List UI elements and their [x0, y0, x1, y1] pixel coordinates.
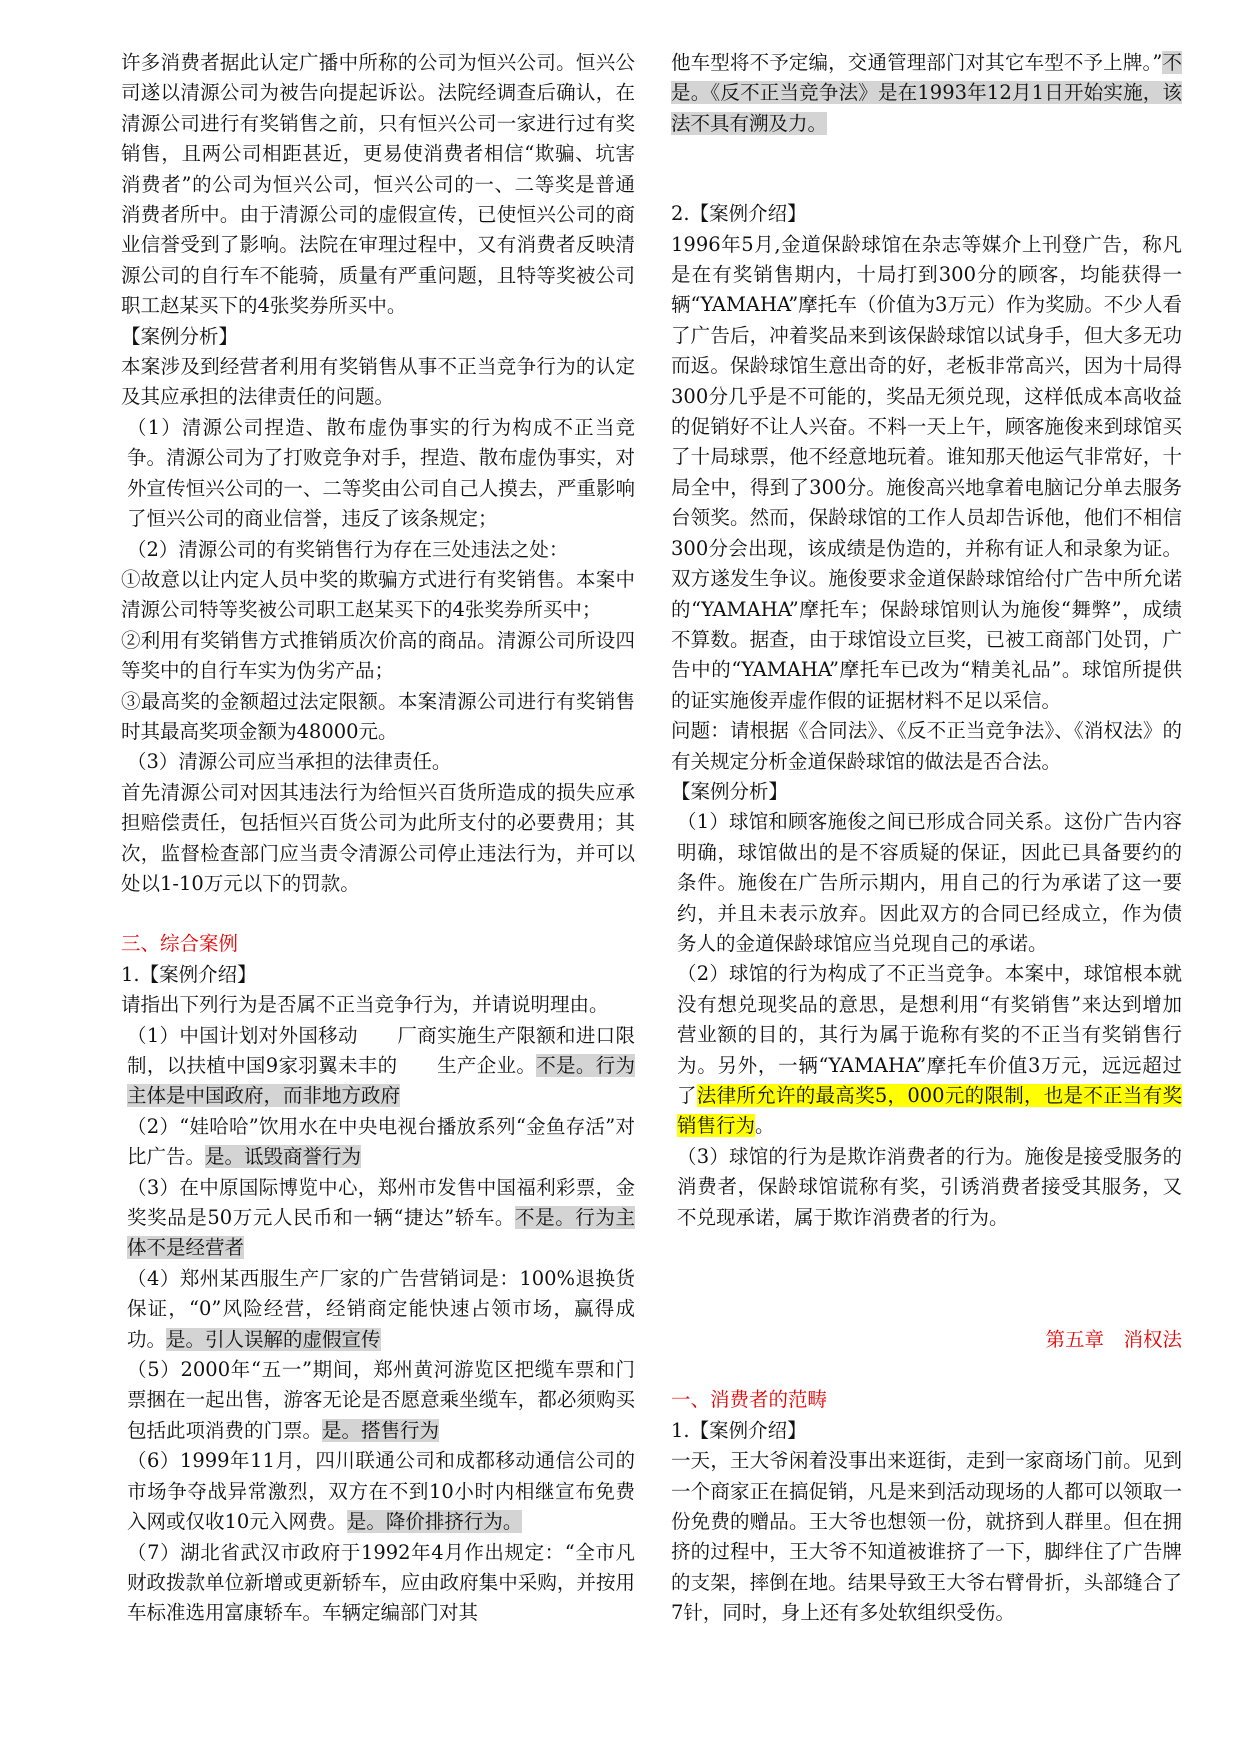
- paragraph: 一天，王大爷闲着没事出来逛街，走到一家商场门前。见到一个商家正在搞促销，凡是来到活动现场的人都可以领取一份免费的赠品。王大爷也想领一份，就挤到人群里。但在拥挤的过程中，王大爷不知道被谁挤了一下，脚绊住了广告牌的支架，摔倒在地。结果导致王大爷右臂骨折，头部缝合了7针，同时，身上还有多处软组织受伤。: [671, 1449, 1182, 1625]
- highlighted-text: 法律所允许的最高奖5，000元的限制，也是不正当有奖销售行为: [677, 1084, 1182, 1138]
- list-item: [121, 1446, 635, 1537]
- item-answer: 是。引人误解的虚假宣传: [166, 1327, 381, 1351]
- paragraph: 本案涉及到经营者利用有奖销售从事不正当竞争行为的认定及其应承担的法律责任的问题。: [121, 355, 635, 409]
- case-title: 2.【案例介绍】: [671, 202, 807, 226]
- item-text: （5）2000年“五一”期间，郑州黄河游览区把缆车票和门票捆在一起出售，游客无论是否愿意乘坐缆车，都必须购买包括此项消费的门票。: [127, 1358, 635, 1442]
- paragraph: （3）清源公司应当承担的法律责任。: [127, 750, 452, 774]
- item-text: 。: [755, 1114, 775, 1138]
- analysis-heading: 【案例分析】: [671, 779, 789, 803]
- item-answer: 是。诋毁商誉行为: [205, 1145, 362, 1169]
- left-column: [121, 48, 635, 1629]
- paragraph: ③最高奖的金额超过法定限额。本案清源公司进行有奖销售时其最高奖项金额为48000元。: [121, 689, 635, 743]
- item-text: （6）1999年11月，四川联通公司和成都移动通信公司的市场争夺战异常激烈，双方在不到10小时内相继宣布免费入网或仅收10元入网费。: [127, 1449, 635, 1534]
- section-heading: 一、消费者的范畴: [671, 1388, 828, 1412]
- case-title: 1.【案例介绍】: [671, 1418, 807, 1442]
- paragraph: [671, 48, 1182, 139]
- chapter-heading: 第五章 消权法: [1045, 1328, 1182, 1352]
- item-text: 他车型将不予定编，交通管理部门对其它车型不予上牌。”: [671, 51, 1163, 74]
- item-answer: 是。降价排挤行为。: [346, 1510, 523, 1534]
- item-text: （4）郑州某西服生产厂家的广告营销词是：100%退换货保证，“0”风险经营，经销商定能快速占领市场，赢得成功。: [127, 1266, 635, 1351]
- item-text: （1）中国计划对外国移动 厂商实施生产限额和进口限制，以扶植中国9家羽翼未丰的 生产企业。: [127, 1023, 635, 1077]
- list-item: [121, 1264, 635, 1355]
- paragraph: 首先清源公司对因其违法行为给恒兴百货所造成的损失应承担赔偿责任，包括恒兴百货公司为此所支付的必要费用；其次，监督检查部门应当责令清源公司停止违法行为，并可以处以1-10万元以下的罚款。: [121, 780, 635, 895]
- paragraph: 1996年5月,金道保龄球馆在杂志等媒介上刊登广告，称凡是在有奖销售期内，十局打到300分的顾客，均能获得一辆“YAMAHA”摩托车（价值为3万元）作为奖励。不少人看了广告后，冲着奖品来到该保龄球馆以试身手，但大多无功而返。保龄球馆生意出奇的好，老板非常高兴，因为十局得300分几乎是不可能的，奖品无须兑现，这样低成本高收益的促销好不让人兴奋。不料一天上午，顾客施俊来到球馆买了十局球票，他不经意地玩着。谁知那天他运气非常好，十局全中，得到了300分。施俊高兴地拿着电脑记分单去服务台领奖。然而，保龄球馆的工作人员却告诉他，他们不相信300分会出现，该成绩是伪造的，并称有证人和录象为证。双方遂发生争议。施俊要求金道保龄球馆给付广告中所允诺的“YAMAHA”摩托车；保龄球馆则认为施俊“舞弊”，成绩不算数。据查，由于球馆设立巨奖，已被工商部门处罚，广告中的“YAMAHA”摩托车已改为“精美礼品”。球馆所提供的证实施俊弄虚作假的证据材料不足以采信。: [671, 232, 1182, 712]
- section-heading: 三、综合案例: [121, 932, 239, 956]
- case-title: 1.【案例介绍】: [121, 962, 257, 986]
- list-item: [121, 1112, 635, 1173]
- list-item: （7）湖北省武汉市政府于1992年4月作出规定：“全市凡财政拨款单位新增或更新轿车，应由政府集中采购，并按用车标准选用富康轿车。车辆定编部门对其: [127, 1540, 635, 1625]
- paragraph: 许多消费者据此认定广播中所称的公司为恒兴公司。恒兴公司遂以清源公司为被告向提起诉讼。法院经调查后确认，在清源公司进行有奖销售之前，只有恒兴公司一家进行过有奖销售，且两公司相距甚近，更易使消费者相信“欺骗、坑害消费者”的公司为恒兴公司，恒兴公司的一、二等奖是普通消费者所中。由于清源公司的虚假宣传，已使恒兴公司的商业信誉受到了影响。法院在审理过程中，又有消费者反映清源公司的自行车不能骑，质量有严重问题，且特等奖被公司职工赵某买下的4张奖券所买中。: [121, 51, 635, 318]
- paragraph: （1）清源公司捏造、散布虚伪事实的行为构成不正当竞争。清源公司为了打败竞争对手，捏造、散布虚伪事实，对外宣传恒兴公司的一、二等奖由公司自己人摸去，严重影响了恒兴公司的商业信誉，违反了该条规定；: [127, 415, 635, 531]
- paragraph: （2）清源公司的有奖销售行为存在三处违法之处：: [127, 537, 569, 561]
- item-answer: 不是。行为主体不是经营者: [127, 1206, 635, 1260]
- item-answer: 不是。行为主体是中国政府，而非地方政府: [127, 1054, 635, 1108]
- item-text: （2）“娃哈哈”饮用水在中央电视台播放系列“金鱼存活”对比广告。: [127, 1114, 635, 1169]
- paragraph: （1）球馆和顾客施俊之间已形成合同关系。这份广告内容明确，球馆做出的是不容质疑的保证，因此已具备要约的条件。施俊在广告所示期内，用自己的行为承诺了这一要约，并且未表示放弃。因此双方的合同已经成立，作为债务人的金道保龄球馆应当兑现自己的承诺。: [677, 810, 1182, 955]
- item-answer: 是。搭售行为: [322, 1418, 440, 1442]
- item-text: （3）在中原国际博览中心，郑州市发售中国福利彩票，金奖奖品是50万元人民币和一辆“捷达”轿车。: [127, 1175, 635, 1230]
- paragraph: 问题：请根据《合同法》、《反不正当竞争法》、《消权法》的有关规定分析金道保龄球馆的做法是否合法。: [671, 719, 1182, 773]
- paragraph: [671, 959, 1182, 1141]
- paragraph: ①故意以让内定人员中奖的欺骗方式进行有奖销售。本案中清源公司特等奖被公司职工赵某买下的4张奖券所买中；: [121, 567, 635, 622]
- paragraph: ②利用有奖销售方式推销质次价高的商品。清源公司所设四等奖中的自行车实为伪劣产品；: [121, 628, 635, 683]
- item-answer: 不是。《反不正当竞争法》是在1993年12月1日开始实施，该法不具有溯及力。: [671, 51, 1182, 135]
- paragraph: （3）球馆的行为是欺诈消费者的行为。施俊是接受服务的消费者，保龄球馆谎称有奖，引诱消费者接受其服务，又不兑现承诺，属于欺诈消费者的行为。: [677, 1144, 1182, 1229]
- right-column: [671, 48, 1182, 1629]
- list-item: [121, 1355, 635, 1446]
- paragraph: 请指出下列行为是否属不正当竞争行为，并请说明理由。: [121, 993, 609, 1017]
- item-text: （2）球馆的行为构成了不正当竞争。本案中，球馆根本就没有想兑现奖品的意思，是想利用“有奖销售”来达到增加营业额的目的，其行为属于诡称有奖的不正当有奖销售行为。另外，一辆“YAMAHA”摩托车价值3万元，远远超过了: [677, 962, 1182, 1107]
- analysis-heading: 【案例分析】: [121, 324, 239, 348]
- list-item: [121, 1021, 635, 1112]
- list-item: [121, 1173, 635, 1264]
